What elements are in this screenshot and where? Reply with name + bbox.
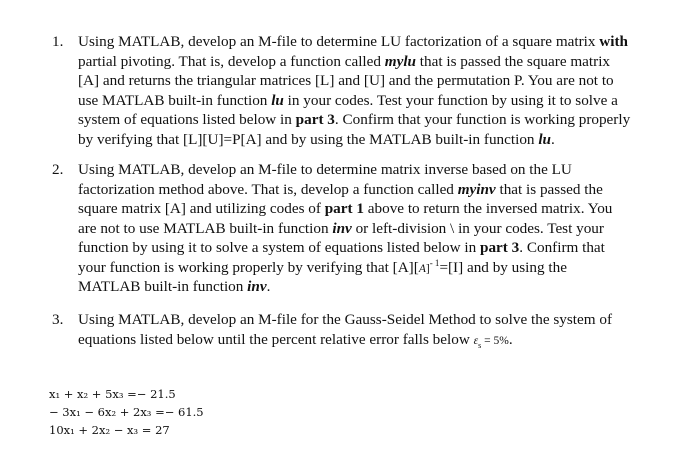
function-name-myinv: myinv xyxy=(457,180,496,198)
problem-1-line-6: by verifying that [L][U]=P[A] and by using the MATLAB built-in function lu. xyxy=(78,130,555,148)
equation-1: x₁ + x₂ + 5x₃ =− 21.5 xyxy=(49,387,176,401)
problem-number: 1. xyxy=(52,33,64,50)
problem-1-line-3: [A] and returns the triangular matrices [L] and [U] and the permutation P. You are not to xyxy=(78,72,614,89)
problem-2-line-2: factorization method above. That is, develop a function called myinv that is passed the xyxy=(78,180,603,198)
problem-number: 2. xyxy=(52,161,64,178)
equation-3: 10x₁ + 2x₂ − x₃ = 27 xyxy=(49,423,170,437)
problem-1-line-5: system of equations listed below in part 3. Confirm that your function is working properly xyxy=(78,111,631,128)
problem-2-line-5: function by using it to solve a system of equations listed below in part 3. Confirm that xyxy=(78,239,605,256)
function-name-inv: inv xyxy=(332,219,352,237)
problem-2-line-7: MATLAB built-in function inv. xyxy=(78,278,271,295)
problem-3-line-1: Using MATLAB, develop an M-file for the Gauss-Seidel Method to solve the system of xyxy=(78,311,613,328)
problem-2-line-1: Using MATLAB, develop an M-file to determine matrix inverse based on the LU xyxy=(78,161,572,178)
problem-1-line-2: partial pivoting. That is, develop a function called mylu that is passed the square matrix xyxy=(78,52,611,70)
function-name-lu: lu xyxy=(271,91,284,109)
problem-number: 3. xyxy=(52,311,64,328)
problem-1-line-4: use MATLAB built-in function lu in your codes. Test your function by using it to solve a xyxy=(78,91,618,109)
epsilon-symbol: ε xyxy=(473,334,479,347)
problem-2-line-3: square matrix [A] and utilizing codes of part 1 above to return the inversed matrix. You xyxy=(78,200,613,217)
problem-1-line-1: Using MATLAB, develop an M-file to determine LU factorization of a square matrix with xyxy=(78,33,628,50)
problem-2-line-6: your function is working properly by verifying that $[A][A]^{- 1}=[I]$ and by using the xyxy=(78,257,567,276)
equation-2: − 3x₁ − 6x₂ + 2x₃ =− 61.5 xyxy=(49,405,204,419)
function-name-mylu: mylu xyxy=(384,52,416,70)
problem-2-line-4: are not to use MATLAB built-in function inv or left-division \ in your codes. Test your xyxy=(78,219,604,237)
problem-3-line-2: equations listed below until the percent relative error falls below $\varepsilon_s = 5\%$. xyxy=(78,330,513,350)
